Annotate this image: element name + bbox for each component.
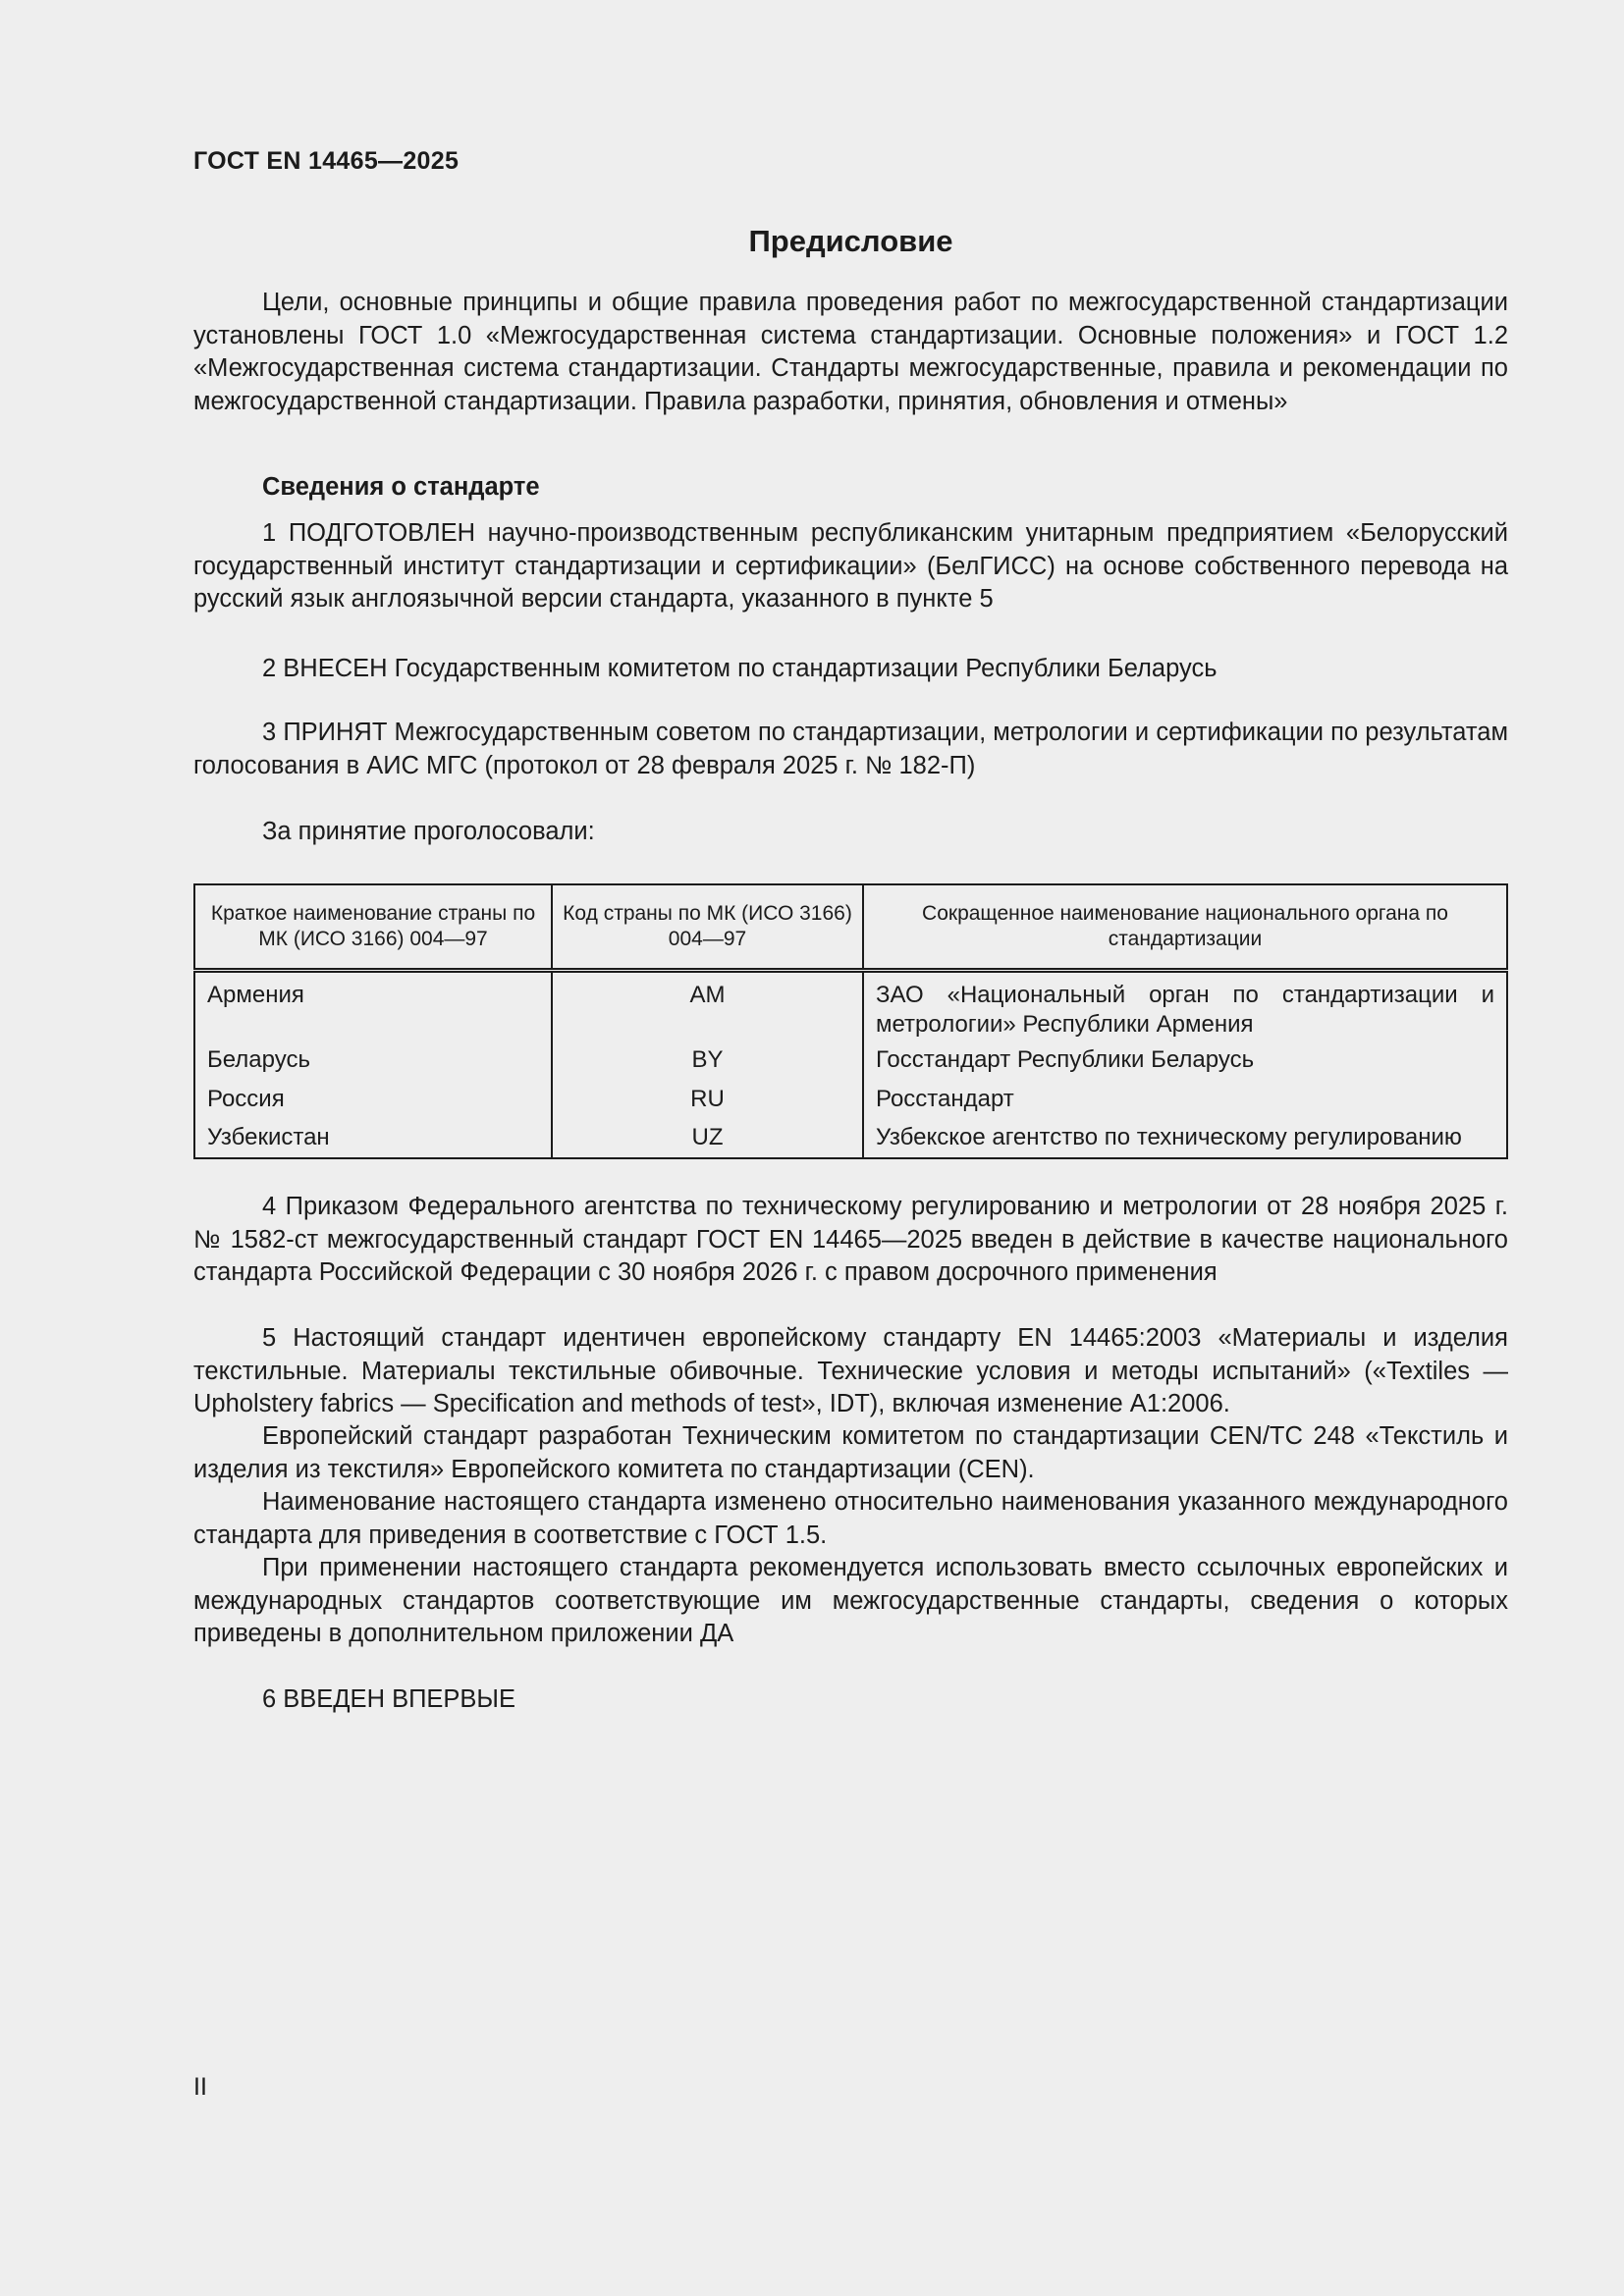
organization-cell: ЗАО «Национальный орган по стандартизации и метрологии» Республики Армения <box>863 971 1507 1041</box>
page-title: Предисловие <box>748 224 953 258</box>
code-cell: BY <box>552 1041 863 1081</box>
item-3-adopted: 3 ПРИНЯТ Межгосударственным советом по стандартизации, метрологии и сертификации по результатам голосования в АИС МГС (протокол от 28 февраля 2025 г. № 182-П) <box>193 719 1508 779</box>
section-heading: Сведения о стандарте <box>262 473 540 501</box>
intro-paragraph: Цели, основные принципы и общие правила проведения работ по межгосударственной стандартизации установлены ГОСТ 1.0 «Межгосударственная система стандартизации. Основные положения» и ГОСТ 1.2 «Межгосударственная система стандартизации. Стандарты межгосударственные, правила и рекомендации по межгосударственной стандартизации. Правила разработки, принятия, обновления и отмены» <box>193 289 1508 415</box>
table-row <box>194 1041 1507 1081</box>
country-cell: Узбекистан <box>207 1123 330 1150</box>
item-4-order: 4 Приказом Федерального агентства по техническому регулированию и метрологии от 28 ноября 2025 г. № 1582-ст межгосударственный стандарт ГОСТ EN 14465—2025 введен в действие в качестве национального стандарта Российской Федерации с 30 ноября 2026 г. с правом досрочного применения <box>193 1193 1508 1286</box>
organization-cell: Узбекское агентство по техническому регулированию <box>863 1119 1507 1158</box>
item-1-prepared: 1 ПОДГОТОВЛЕН научно-производственным республиканским унитарным предприятием «Белорусский государственный институт стандартизации и сертификации» (БелГИСС) на основе собственного перевода на русский язык англоязычной версии стандарта, указанного в пункте 5 <box>193 519 1508 613</box>
country-cell: Беларусь <box>207 1045 310 1073</box>
code-cell: RU <box>552 1081 863 1119</box>
code-cell: AM <box>552 971 863 1041</box>
votes-table <box>193 883 1508 1159</box>
column-header-organization: Сокращенное наименование национального органа по стандартизации <box>863 884 1507 971</box>
item-5-application: При применении настоящего стандарта рекомендуется использовать вместо ссылочных европейских и международных стандартов соответствующие им межгосударственные стандарты, сведения о которых приведены в дополнительном приложении ДА <box>193 1554 1508 1647</box>
table-header-row <box>194 884 1507 971</box>
table-row <box>194 1081 1507 1119</box>
item-6-introduced: 6 ВВЕДЕН ВПЕРВЫЕ <box>262 1685 516 1713</box>
item-2-submitted: 2 ВНЕСЕН Государственным комитетом по стандартизации Республики Беларусь <box>262 655 1218 682</box>
organization-cell: Госстандарт Республики Беларусь <box>863 1041 1507 1081</box>
column-header-country: Краткое наименование страны по МК (ИСО 3166) 004—97 <box>194 884 552 971</box>
document-code: ГОСТ EN 14465—2025 <box>193 147 460 175</box>
vote-intro: За принятие проголосовали: <box>262 818 595 845</box>
column-header-code: Код страны по МК (ИСО 3166) 004—97 <box>552 884 863 971</box>
item-5-identical: 5 Настоящий стандарт идентичен европейскому стандарту EN 14465:2003 «Материалы и изделия текстильные. Материалы текстильные обивочные. Технические условия и методы испытаний» («Textiles — Upholstery fabrics — Specification and methods of test», IDT), включая изменение A1:2006. <box>193 1324 1508 1417</box>
table-row <box>194 971 1507 1041</box>
table-row <box>194 1119 1507 1158</box>
page-number: II <box>193 2073 207 2101</box>
item-5-name-change: Наименование настоящего стандарта изменено относительно наименования указанного международного стандарта для приведения в соответствие с ГОСТ 1.5. <box>193 1488 1508 1549</box>
item-5-european-standard: Европейский стандарт разработан Техническим комитетом по стандартизации CEN/TC 248 «Текстиль и изделия из текстиля» Европейского комитета по стандартизации (CEN). <box>193 1422 1508 1483</box>
code-cell: UZ <box>552 1119 863 1158</box>
country-cell: Россия <box>207 1085 285 1112</box>
organization-cell: Росстандарт <box>863 1081 1507 1119</box>
country-cell: Армения <box>207 982 304 1008</box>
